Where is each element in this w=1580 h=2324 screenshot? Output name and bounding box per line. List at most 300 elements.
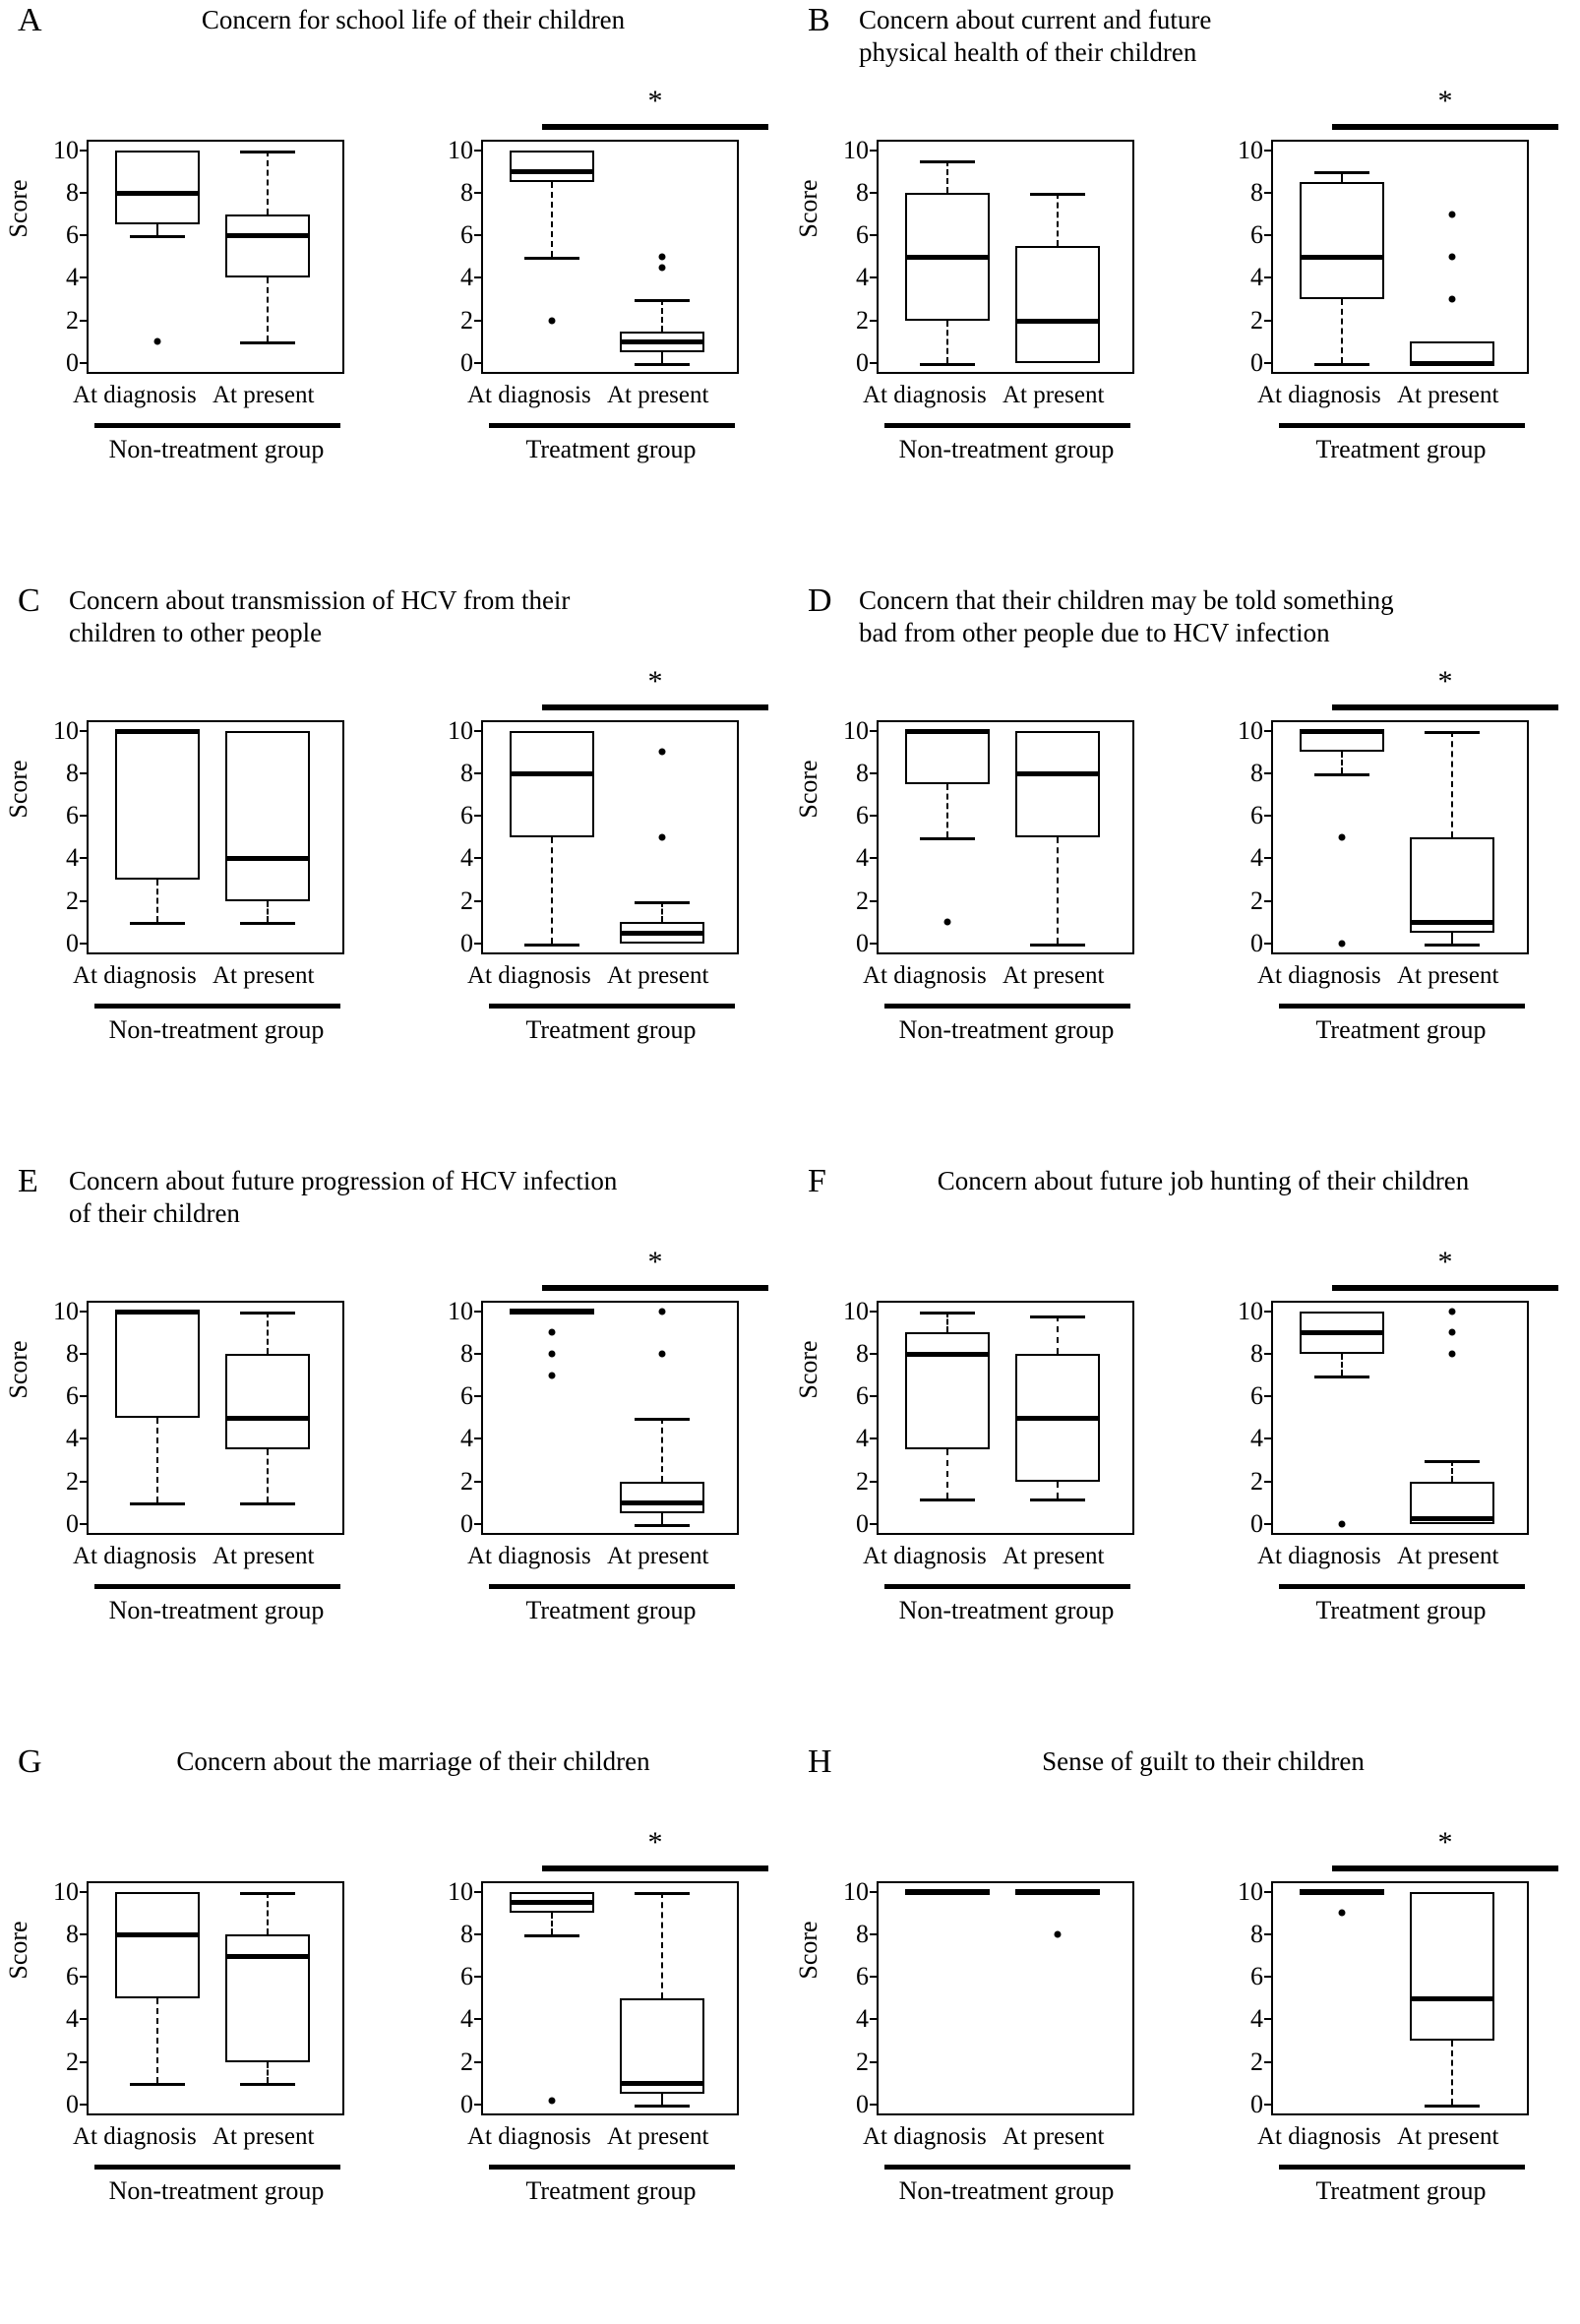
significance-bar	[1332, 1285, 1558, 1291]
whisker-cap-lower	[1030, 1498, 1085, 1501]
plot-area	[53, 715, 344, 958]
group-label: Treatment group	[1315, 1015, 1487, 1044]
panel-title-line: Concern about current and future	[859, 5, 1212, 34]
outlier-point	[549, 1350, 556, 1357]
whisker-upper	[267, 1312, 269, 1354]
y-tick-label: 2	[460, 305, 473, 335]
y-tick-label: 10	[448, 1296, 473, 1325]
panel-title-line: Concern about future job hunting of their children	[937, 1166, 1470, 1195]
x-axis-label-at-present: At present	[213, 1543, 315, 1569]
whisker-lower	[1341, 752, 1343, 773]
box	[1410, 1892, 1494, 2041]
y-tick-mark	[80, 900, 89, 902]
significance-star: *	[647, 1246, 663, 1278]
y-tick-label: 6	[66, 220, 79, 250]
collapsed-box-line	[1015, 1889, 1100, 1895]
whisker-lower	[267, 901, 269, 923]
whisker-cap-upper	[1425, 731, 1480, 734]
y-tick-label: 2	[1250, 305, 1263, 335]
whisker-lower	[1057, 837, 1059, 944]
panel-letter: B	[808, 2, 830, 38]
y-tick-mark	[80, 857, 89, 859]
y-tick-mark	[1264, 730, 1273, 732]
group-label: Non-treatment group	[108, 1015, 325, 1044]
plot-area	[843, 715, 1134, 958]
y-tick-mark	[474, 1523, 483, 1525]
y-tick-mark	[870, 815, 879, 817]
whisker-cap-lower	[240, 2083, 295, 2086]
y-axis-label: Score	[794, 760, 822, 819]
whisker-cap-upper	[635, 1418, 690, 1421]
y-tick-label: 8	[66, 758, 79, 787]
panel-title-line: Sense of guilt to their children	[1042, 1746, 1365, 1776]
y-tick-mark	[1264, 1891, 1273, 1893]
chart-non-treatment	[790, 1832, 1185, 2245]
chart-treatment	[1185, 1826, 1579, 2245]
median-line	[905, 255, 990, 260]
chart-treatment	[395, 1246, 789, 1665]
y-tick-label: 4	[460, 843, 473, 873]
significance-annotation	[1332, 1826, 1558, 1877]
panel-a	[0, 0, 790, 581]
collapsed-box-line	[1300, 1889, 1384, 1895]
y-tick-mark	[1264, 1395, 1273, 1397]
y-tick-mark	[474, 900, 483, 902]
x-axis-label-at-present: At present	[1003, 1543, 1105, 1569]
whisker-cap-lower	[524, 257, 579, 260]
whisker-upper	[1451, 1460, 1453, 1482]
outlier-point	[1449, 296, 1456, 303]
whisker-lower	[551, 1913, 553, 1934]
whisker-lower	[661, 352, 663, 363]
y-tick-mark	[870, 900, 879, 902]
y-tick-mark	[474, 943, 483, 945]
panel-title-line: of their children	[69, 1197, 240, 1228]
panel-g	[0, 1742, 790, 2322]
y-tick-label: 2	[460, 886, 473, 915]
y-tick-label: 10	[53, 1876, 79, 1906]
significance-bar	[542, 124, 768, 130]
y-tick-mark	[1264, 943, 1273, 945]
y-tick-label: 4	[856, 2004, 869, 2034]
group-label: Non-treatment group	[898, 1015, 1115, 1044]
x-axis-label-at-diagnosis: At diagnosis	[73, 382, 197, 408]
y-tick-label: 4	[66, 2004, 79, 2034]
box	[620, 1998, 704, 2094]
y-tick-mark	[1264, 1481, 1273, 1483]
outlier-point	[659, 253, 666, 260]
chart-non-treatment	[0, 671, 395, 1084]
y-tick-label: 6	[460, 220, 473, 250]
panel-letter: G	[18, 1743, 42, 1780]
outlier-point	[1449, 253, 1456, 260]
y-tick-label: 0	[66, 929, 79, 958]
y-tick-mark	[80, 362, 89, 364]
chart-non-treatment	[790, 91, 1185, 504]
whisker-cap-lower	[524, 1934, 579, 1937]
y-tick-mark	[80, 2061, 89, 2063]
y-tick-mark	[1264, 1353, 1273, 1355]
box	[1410, 341, 1494, 363]
whisker-lower	[267, 2062, 269, 2084]
significance-bar	[542, 1865, 768, 1871]
box	[1300, 182, 1384, 299]
y-tick-mark	[80, 1437, 89, 1439]
outlier-point	[549, 317, 556, 324]
x-axis-label-at-present: At present	[1397, 1543, 1499, 1569]
x-axis-label-at-diagnosis: At diagnosis	[467, 1543, 591, 1569]
outlier-point	[659, 1350, 666, 1357]
group-label: Treatment group	[525, 1015, 697, 1044]
y-tick-mark	[870, 1523, 879, 1525]
whisker-cap-lower	[1314, 773, 1369, 776]
median-line	[1015, 319, 1100, 324]
outlier-point	[549, 1372, 556, 1378]
whisker-cap-lower	[240, 341, 295, 344]
panel-title-line: Concern about the marriage of their children	[176, 1746, 650, 1776]
x-axis-label-at-diagnosis: At diagnosis	[1257, 2123, 1381, 2150]
whisker-cap-lower	[635, 2105, 690, 2108]
whisker-cap-lower	[130, 1502, 185, 1505]
y-tick-label: 2	[1250, 886, 1263, 915]
panel-e	[0, 1161, 790, 1742]
y-tick-mark	[474, 1891, 483, 1893]
significance-star: *	[647, 1826, 663, 1859]
panel-title-line: Concern that their children may be told something	[859, 585, 1394, 615]
box	[1410, 837, 1494, 933]
x-axis-label-at-diagnosis: At diagnosis	[467, 382, 591, 408]
whisker-upper	[267, 151, 269, 214]
y-tick-label: 8	[1250, 758, 1263, 787]
chart-pair	[0, 1826, 790, 2245]
group-underline	[884, 1584, 1130, 1589]
y-tick-label: 4	[856, 1424, 869, 1453]
whisker-upper	[1057, 193, 1059, 246]
group-underline	[489, 1584, 735, 1589]
y-tick-mark	[1264, 2104, 1273, 2106]
chart-non-treatment	[790, 1252, 1185, 1665]
y-tick-label: 8	[460, 1338, 473, 1368]
y-tick-mark	[474, 234, 483, 236]
group-underline	[1279, 1004, 1525, 1009]
panel-letter: F	[808, 1163, 826, 1199]
x-axis-label-at-diagnosis: At diagnosis	[863, 962, 987, 989]
median-line	[115, 729, 200, 734]
y-tick-mark	[1264, 900, 1273, 902]
significance-annotation	[1332, 1246, 1558, 1297]
y-tick-mark	[870, 772, 879, 774]
y-tick-label: 6	[856, 1962, 869, 1991]
outlier-point	[659, 833, 666, 840]
y-tick-label: 10	[53, 135, 79, 164]
chart-treatment	[1185, 85, 1579, 504]
y-tick-mark	[870, 1481, 879, 1483]
panel-title-line: children to other people	[69, 617, 323, 647]
y-tick-label: 6	[66, 1381, 79, 1411]
box	[905, 1332, 990, 1449]
outlier-point	[549, 1329, 556, 1336]
outlier-point	[1339, 833, 1346, 840]
outlier-point	[944, 919, 951, 926]
y-tick-mark	[1264, 192, 1273, 194]
y-tick-label: 4	[66, 843, 79, 873]
group-underline	[884, 423, 1130, 428]
box	[905, 731, 990, 784]
plot-area	[1238, 715, 1529, 958]
y-tick-label: 0	[856, 2090, 869, 2119]
group-underline	[1279, 2165, 1525, 2170]
outlier-point	[1055, 1930, 1062, 1937]
median-line	[620, 2081, 704, 2086]
panel-title	[69, 584, 758, 649]
whisker-cap-upper	[1030, 1315, 1085, 1318]
whisker-upper	[661, 1892, 663, 1998]
outlier-point	[1449, 1329, 1456, 1336]
significance-star: *	[647, 85, 663, 117]
y-tick-label: 6	[460, 1381, 473, 1411]
whisker-cap-lower	[920, 363, 975, 366]
y-tick-mark	[1264, 1437, 1273, 1439]
whisker-lower	[551, 837, 553, 944]
y-tick-mark	[870, 234, 879, 236]
panel-letter: E	[18, 1163, 38, 1199]
chart-treatment	[1185, 1246, 1579, 1665]
y-tick-label: 8	[460, 1919, 473, 1948]
y-tick-mark	[474, 192, 483, 194]
outlier-point	[1339, 1521, 1346, 1528]
y-tick-label: 10	[1238, 715, 1263, 745]
box	[115, 1892, 200, 1998]
significance-star: *	[1437, 85, 1453, 117]
y-axis-label: Score	[4, 1340, 32, 1399]
whisker-cap-lower	[635, 363, 690, 366]
significance-star: *	[647, 665, 663, 698]
box	[115, 151, 200, 225]
median-line	[510, 169, 594, 174]
y-tick-label: 10	[1238, 1296, 1263, 1325]
y-tick-mark	[474, 1437, 483, 1439]
y-tick-label: 4	[460, 263, 473, 292]
group-underline	[489, 2165, 735, 2170]
whisker-cap-lower	[130, 235, 185, 238]
y-tick-label: 6	[460, 801, 473, 830]
whisker-cap-lower	[1030, 944, 1085, 947]
plot-area	[448, 715, 739, 958]
y-tick-mark	[1264, 234, 1273, 236]
y-tick-label: 4	[856, 263, 869, 292]
whisker-lower	[1451, 2041, 1453, 2105]
y-tick-label: 2	[856, 1466, 869, 1496]
y-tick-label: 6	[1250, 220, 1263, 250]
group-label: Treatment group	[1315, 1596, 1487, 1624]
y-tick-mark	[1264, 2061, 1273, 2063]
box	[115, 1312, 200, 1418]
y-tick-mark	[474, 1353, 483, 1355]
whisker-cap-upper	[240, 1312, 295, 1315]
y-tick-label: 6	[1250, 801, 1263, 830]
x-axis-label-at-diagnosis: At diagnosis	[1257, 962, 1381, 989]
whisker-lower	[267, 277, 269, 341]
whisker-upper	[1451, 731, 1453, 837]
y-tick-label: 2	[66, 886, 79, 915]
whisker-upper	[267, 1892, 269, 1934]
whisker-upper	[661, 1418, 663, 1482]
y-tick-mark	[474, 320, 483, 322]
panel-title-line: Concern for school life of their children	[201, 5, 626, 34]
plot-area	[1238, 1876, 1529, 2119]
plot-area	[843, 1296, 1134, 1539]
whisker-cap-lower	[920, 1498, 975, 1501]
y-axis-label: Score	[794, 1340, 822, 1399]
chart-treatment	[1185, 665, 1579, 1084]
significance-star: *	[1437, 665, 1453, 698]
y-tick-label: 6	[66, 801, 79, 830]
whisker-lower	[1341, 1354, 1343, 1376]
group-label: Treatment group	[1315, 2176, 1487, 2205]
panel-f	[790, 1161, 1580, 1742]
significance-bar	[1332, 124, 1558, 130]
y-tick-mark	[80, 192, 89, 194]
median-line	[510, 771, 594, 776]
plot-area	[843, 135, 1134, 378]
group-label: Treatment group	[525, 435, 697, 463]
significance-bar	[1332, 1865, 1558, 1871]
whisker-cap-lower	[920, 837, 975, 840]
y-tick-label: 8	[1250, 1919, 1263, 1948]
y-tick-mark	[1264, 362, 1273, 364]
panel-letter: D	[808, 582, 832, 619]
significance-bar	[542, 1285, 768, 1291]
chart-treatment	[395, 665, 789, 1084]
significance-star: *	[1437, 1246, 1453, 1278]
y-tick-mark	[870, 2104, 879, 2106]
group-underline	[884, 2165, 1130, 2170]
y-tick-label: 10	[448, 135, 473, 164]
whisker-lower	[1057, 1482, 1059, 1498]
chart-treatment	[395, 1826, 789, 2245]
y-tick-mark	[870, 320, 879, 322]
x-axis-label-at-diagnosis: At diagnosis	[467, 962, 591, 989]
whisker-cap-lower	[240, 922, 295, 925]
y-tick-mark	[1264, 857, 1273, 859]
x-axis-label-at-diagnosis: At diagnosis	[863, 2123, 987, 2150]
box	[510, 151, 594, 182]
median-line	[620, 1500, 704, 1505]
y-tick-label: 6	[460, 1962, 473, 1991]
median-line	[225, 856, 310, 861]
y-tick-mark	[870, 1933, 879, 1935]
whisker-lower	[156, 880, 158, 922]
x-axis-label-at-present: At present	[607, 382, 709, 408]
whisker-cap-lower	[240, 1502, 295, 1505]
significance-star: *	[1437, 1826, 1453, 1859]
panel-letter: H	[808, 1743, 832, 1780]
group-underline	[94, 423, 340, 428]
whisker-cap-upper	[240, 151, 295, 153]
x-axis-label-at-present: At present	[1003, 382, 1105, 408]
whisker-upper	[661, 299, 663, 331]
y-tick-mark	[80, 1353, 89, 1355]
y-tick-mark	[870, 1311, 879, 1313]
whisker-upper	[946, 160, 948, 192]
chart-pair	[790, 1826, 1580, 2245]
y-tick-label: 10	[843, 1876, 869, 1906]
y-tick-label: 8	[856, 1919, 869, 1948]
whisker-cap-lower	[1425, 2105, 1480, 2108]
group-underline	[489, 423, 735, 428]
chart-non-treatment	[0, 1832, 395, 2245]
x-axis-label-at-present: At present	[213, 962, 315, 989]
y-tick-mark	[80, 815, 89, 817]
y-tick-label: 8	[1250, 177, 1263, 207]
median-line	[510, 1900, 594, 1905]
y-tick-label: 2	[856, 886, 869, 915]
panel-title	[859, 1165, 1548, 1197]
median-line	[1300, 729, 1384, 734]
whisker-cap-lower	[130, 2083, 185, 2086]
group-label: Non-treatment group	[108, 435, 325, 463]
outlier-point	[1449, 211, 1456, 217]
group-label: Non-treatment group	[898, 2176, 1115, 2205]
panel-title	[69, 4, 758, 36]
box	[1015, 731, 1100, 837]
median-line	[225, 1416, 310, 1421]
panel-title	[859, 584, 1548, 649]
y-tick-mark	[1264, 1933, 1273, 1935]
y-tick-mark	[80, 276, 89, 278]
y-tick-label: 8	[856, 1338, 869, 1368]
y-tick-label: 4	[66, 1424, 79, 1453]
y-tick-mark	[474, 857, 483, 859]
y-tick-mark	[80, 1523, 89, 1525]
y-tick-mark	[80, 772, 89, 774]
y-tick-label: 4	[1250, 263, 1263, 292]
y-tick-mark	[474, 150, 483, 152]
significance-annotation	[1332, 665, 1558, 716]
chart-pair	[0, 85, 790, 504]
y-tick-mark	[870, 730, 879, 732]
chart-non-treatment	[0, 1252, 395, 1665]
significance-annotation	[542, 1826, 768, 1877]
median-line	[1300, 1330, 1384, 1335]
y-tick-label: 0	[1250, 1509, 1263, 1539]
y-tick-mark	[1264, 2018, 1273, 2020]
y-tick-mark	[1264, 1523, 1273, 1525]
panel-title-line: bad from other people due to HCV infection	[859, 617, 1330, 647]
median-line	[1410, 1996, 1494, 2001]
y-tick-label: 2	[460, 2047, 473, 2076]
y-tick-label: 6	[856, 1381, 869, 1411]
y-tick-mark	[80, 234, 89, 236]
group-underline	[884, 1004, 1130, 1009]
y-tick-mark	[870, 276, 879, 278]
collapsed-box-line	[510, 1309, 594, 1315]
whisker-cap-lower	[1314, 363, 1369, 366]
median-line	[905, 1352, 990, 1357]
y-tick-label: 4	[460, 2004, 473, 2034]
y-tick-mark	[870, 857, 879, 859]
outlier-point	[549, 2097, 556, 2104]
panel-title	[69, 1165, 758, 1230]
y-tick-label: 10	[448, 715, 473, 745]
y-axis-label: Score	[4, 1921, 32, 1980]
y-tick-mark	[80, 730, 89, 732]
median-line	[1410, 920, 1494, 925]
chart-pair	[790, 665, 1580, 1084]
whisker-cap-lower	[130, 922, 185, 925]
chart-non-treatment	[0, 91, 395, 504]
y-tick-mark	[474, 1976, 483, 1978]
